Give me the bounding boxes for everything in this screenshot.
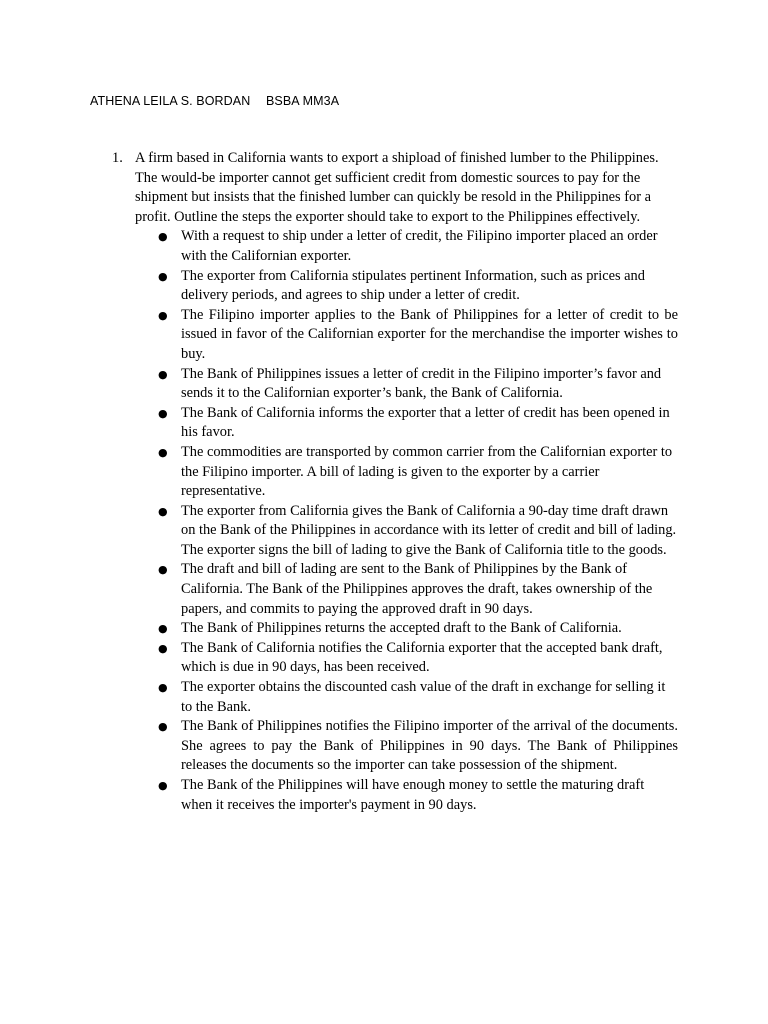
answer-item: [158, 306, 678, 365]
answer-text: The draft and bill of lading are sent to the Bank of Philippines by the Bank of California. The Bank of the Philippines approves the draft, takes ownership of the papers, and commits to paying the approved draft in 90 days.: [181, 561, 653, 617]
answer-item: [158, 619, 678, 639]
answer-text: The Bank of Philippines returns the accepted draft to the Bank of California.: [181, 620, 622, 637]
answer-text: The Bank of Philippines notifies the Filipino importer of the arrival of the documents. She agrees to pay the Bank of Philippines in 90 days. The Bank of Philippines releases the documents so the importer can take possession of the shipment.: [181, 718, 678, 774]
bullet-icon: ●: [158, 406, 168, 420]
student-name: ATHENA LEILA S. BORDAN: [90, 94, 251, 108]
answer-text: With a request to ship under a letter of credit, the Filipino importer placed an order with the Californian exporter.: [181, 228, 658, 264]
answer-text: The exporter obtains the discounted cash value of the draft in exchange for selling it to the Bank.: [181, 679, 666, 715]
answer-item: [158, 404, 678, 443]
bullet-icon: ●: [158, 230, 168, 244]
bullet-icon: ●: [158, 641, 168, 655]
answer-item: [158, 776, 678, 815]
bullet-icon: ●: [158, 720, 168, 734]
answer-text: The Filipino importer applies to the Bank of Philippines for a letter of credit to be issued in favor of the Californian exporter for the merchandise the importer wishes to buy.: [181, 306, 678, 362]
answer-item: [158, 502, 678, 561]
course-section: BSBA MM3A: [266, 94, 340, 108]
bullet-icon: ●: [158, 367, 168, 381]
answer-text: The exporter from California gives the Bank of California a 90-day time draft drawn on the Bank of the Philippines in accordance with its letter of credit and bill of lading. The exporter signs the bill of lading to give the Bank of California title to the goods.: [181, 502, 677, 558]
bullet-icon: ●: [158, 622, 168, 636]
question-block: [112, 149, 684, 815]
bullet-icon: ●: [158, 269, 168, 283]
answer-item: [158, 443, 678, 502]
answer-item: [158, 227, 678, 266]
answer-text: The Bank of California informs the exporter that a letter of credit has been opened in his favor.: [181, 404, 670, 441]
bullet-icon: ●: [158, 779, 168, 792]
answer-list: [158, 227, 678, 815]
answer-item: [158, 639, 678, 678]
document-header: [90, 94, 340, 108]
answer-text: The Bank of the Philippines will have enough money to settle the maturing draft when it receives the importer's payment in 90 days.: [181, 777, 645, 813]
answer-item: [158, 560, 678, 619]
bullet-icon: ●: [158, 563, 168, 577]
question-text: A firm based in California wants to export a shipload of finished lumber to the Philippines. The would-be importer cannot get sufficient credit from domestic sources to pay for the shipment but insists that the finished lumber can quickly be resold in the Philippines for a profit. Outline the steps the exporter should take to export to the Philippines effectively.: [135, 150, 659, 225]
answer-item: [158, 267, 678, 306]
answer-text: The commodities are transported by common carrier from the Californian exporter to the Filipino importer. A bill of lading is given to the exporter by a carrier representative.: [181, 443, 673, 500]
answer-text: The Bank of California notifies the California exporter that the accepted bank draft, which is due in 90 days, has been received.: [181, 639, 663, 676]
answer-item: [158, 678, 678, 717]
answer-text: The exporter from California stipulates pertinent Information, such as prices and delivery periods, and agrees to ship under a letter of credit.: [181, 267, 645, 304]
question-number: 1.: [112, 150, 123, 166]
answer-text: The Bank of Philippines issues a letter of credit in the Filipino importer’s favor and sends it to the Californian exporter’s bank, the Bank of California.: [181, 365, 662, 402]
bullet-icon: ●: [158, 504, 168, 518]
bullet-icon: ●: [158, 681, 168, 695]
answer-item: [158, 365, 678, 404]
bullet-icon: ●: [158, 445, 168, 459]
answer-item: [158, 717, 678, 776]
bullet-icon: ●: [158, 308, 168, 322]
